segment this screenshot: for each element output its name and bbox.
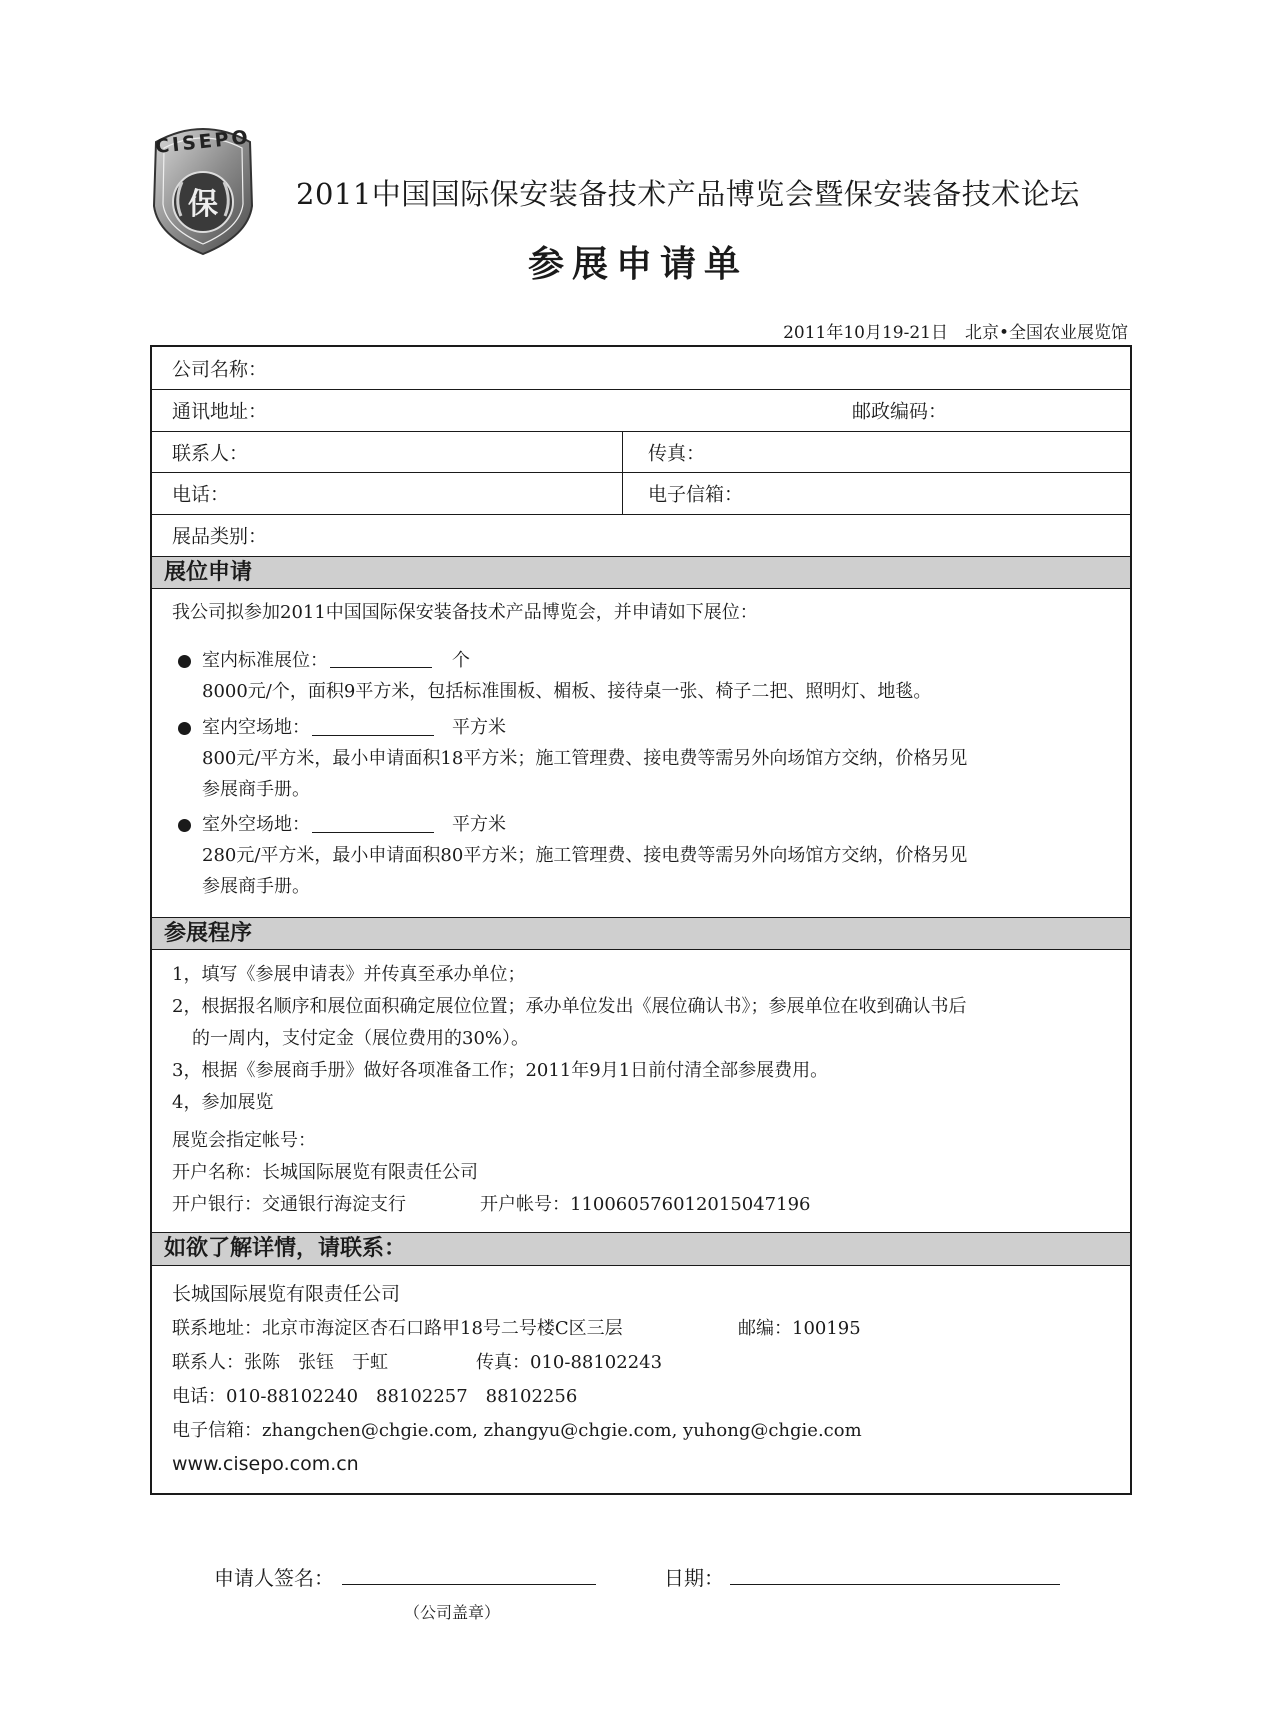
contact-phones: 电话：010-88102240 88102257 88102256 (172, 1386, 578, 1407)
procedure-heading: 参展程序 (152, 917, 1130, 950)
form-title: 参展申请单 (527, 243, 748, 285)
row-address[interactable] (152, 389, 1130, 432)
row-contact[interactable] (152, 431, 1130, 473)
applicant-signature-line[interactable] (342, 1584, 596, 1585)
contact-postcode: 邮编：100195 (738, 1318, 861, 1339)
procedure-step: 3，根据《参展商手册》做好各项准备工作；2011年9月1日前付清全部参展费用。 (172, 1060, 829, 1081)
contact-emails[interactable]: 电子信箱：zhangchen@chgie.com, zhangyu@chgie.com, yuhong@chgie.com (172, 1420, 862, 1441)
booth-standard-blank[interactable] (330, 667, 432, 668)
procedure-step: 的一周内，支付定金（展位费用的30%）。 (192, 1028, 530, 1049)
row-phone[interactable] (152, 472, 1130, 515)
category-label: 展品类别： (172, 525, 268, 548)
booth-heading: 展位申请 (152, 556, 1130, 589)
booth-item-unit: 个 (452, 650, 470, 671)
booth-indoor-blank[interactable] (312, 735, 434, 736)
bullet-icon (178, 819, 191, 832)
account-heading: 展览会指定帐号： (172, 1130, 316, 1151)
address-label: 通讯地址： (172, 400, 268, 423)
contact-heading: 如欲了解详情，请联系： (152, 1232, 1130, 1266)
account-name: 开户名称：长城国际展览有限责任公司 (172, 1162, 478, 1183)
date-location: 2011年10月19-21日 北京•全国农业展览馆 (783, 323, 1128, 343)
procedure-step: 4，参加展览 (172, 1092, 274, 1113)
column-divider (622, 431, 623, 514)
page-title: 2011中国国际保安装备技术产品博览会暨保安装备技术论坛 (296, 177, 1080, 211)
booth-item-desc: 800元/平方米，最小申请面积18平方米；施工管理费、接电费等需另外向场馆方交纳，价格另见 (202, 748, 968, 769)
date-line[interactable] (730, 1584, 1060, 1585)
booth-intro: 我公司拟参加2011中国国际保安装备技术产品博览会，并申请如下展位： (172, 602, 758, 623)
application-form (150, 345, 1132, 1495)
bank-name: 开户银行：交通银行海淀支行 (172, 1194, 406, 1215)
booth-outdoor-blank[interactable] (312, 832, 434, 833)
booth-item-unit: 平方米 (452, 717, 506, 738)
booth-item-unit: 平方米 (452, 814, 506, 835)
email-label: 电子信箱： (648, 483, 744, 506)
stamp-note: （公司盖章） (404, 1603, 501, 1622)
organizer-name: 长城国际展览有限责任公司 (172, 1283, 401, 1305)
booth-item-desc: 参展商手册。 (202, 876, 310, 897)
applicant-signature-label: 申请人签名： (214, 1566, 334, 1590)
row-company[interactable] (152, 347, 1130, 390)
company-name-label: 公司名称： (172, 358, 268, 381)
fax-label: 传真： (648, 442, 706, 464)
date-label: 日期： (664, 1566, 724, 1590)
booth-item-label: 室外空场地： (202, 814, 310, 835)
procedure-step: 2，根据报名顺序和展位面积确定展位位置；承办单位发出《展位确认书》；参展单位在收到确认书后 (172, 996, 967, 1017)
row-category[interactable] (152, 514, 1130, 556)
contact-address: 联系地址：北京市海淀区杏石口路甲18号二号楼C区三层 (172, 1318, 623, 1339)
booth-item-desc: 280元/平方米，最小申请面积80平方米；施工管理费、接电费等需另外向场馆方交纳，价格另见 (202, 845, 968, 866)
contact-persons: 联系人：张陈 张钰 于虹 (172, 1352, 388, 1373)
bullet-icon (178, 722, 191, 735)
postcode-label: 邮政编码： (852, 400, 948, 423)
contact-fax: 传真：010-88102243 (476, 1352, 663, 1373)
booth-item-label: 室内标准展位： (202, 650, 328, 671)
svg-text:保: 保 (188, 187, 218, 222)
logo-text: CISEPO (154, 126, 252, 158)
bullet-icon (178, 655, 191, 668)
website-link[interactable]: www.cisepo.com.cn (172, 1453, 359, 1475)
procedure-step: 1，填写《参展申请表》并传真至承办单位； (172, 964, 526, 985)
booth-item-desc: 参展商手册。 (202, 779, 310, 800)
phone-label: 电话： (172, 483, 230, 506)
booth-item-label: 室内空场地： (202, 717, 310, 738)
contact-label: 联系人： (172, 442, 249, 464)
booth-item-desc: 8000元/个，面积9平方米，包括标准围板、楣板、接待桌一张、椅子二把、照明灯、地毯。 (202, 681, 932, 702)
account-number: 开户帐号：110060576012015047196 (480, 1194, 811, 1215)
